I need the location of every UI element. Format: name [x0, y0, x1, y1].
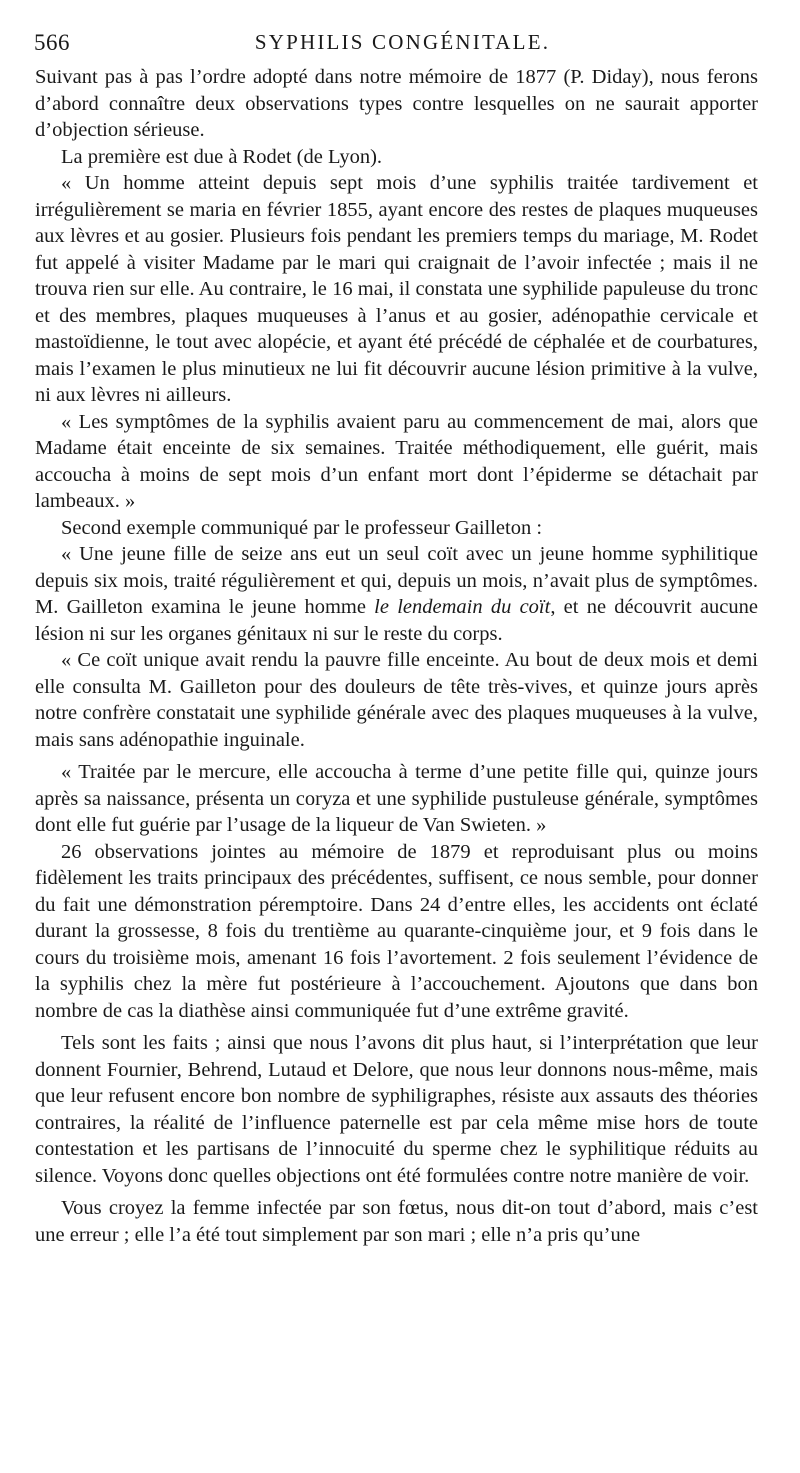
paragraph: Vous croyez la femme infectée par son fœtus, nous dit-on tout d’abord, mais c’est une erreur ; elle l’a été tout simplement par son mari ; elle n’a pris qu’une — [35, 1197, 758, 1246]
paragraph: Suivant pas à pas l’ordre adopté dans notre mémoire de 1877 (P. Diday), nous ferons d’abord connaître deux observations types contre lesquelles on ne saurait apporter d’objection sérieuse. — [35, 66, 758, 141]
paragraph: 26 observations jointes au mémoire de 1879 et reproduisant plus ou moins fidèlement les traits principaux des précédentes, suffisent, ce nous semble, pour donner du fait une démonstration péremptoire. Dans 24 d’entre elles, les accidents ont éclaté durant la grossesse, 8 fois du trentième au quarante-cinquième jour, et 9 fois dans le cours du troisième mois, amenant 16 fois l’avortement. 2 fois seulement l’évidence de la syphilis chez la mère fut postérieure à l’accouchement. Ajoutons que dans bon nombre de cas la diathèse ainsi communiquée fut d’une extrême gravité. — [35, 840, 758, 1022]
paragraph: Second exemple communiqué par le professeur Gailleton : — [61, 516, 543, 539]
quote-paragraph: « Un homme atteint depuis sept mois d’une syphilis traitée tardivement et irrégulièrement se maria en février 1855, ayant encore des restes de plaques muqueuses aux lèvres et au gosier. Plusieurs fois pendant les premiers temps du mariage, M. Rodet fut appelé à visiter Madame par le mari qui craignait de l’avoir infectée ; mais il ne trouva rien sur elle. Au contraire, le 16 mai, il constata une syphilide papuleuse du tronc et des membres, plaques muqueuses à l’anus et au gosier, adénopathie cervicale et mastoïdienne, le tout avec alopécie, et ayant été précédé de céphalée et de courbatures, mais l’examen le plus minutieux ne lui fit découvrir aucune lésion primitive à la vulve, ni aux lèvres ni ailleurs. — [35, 172, 758, 406]
page-number: 566 — [34, 30, 70, 55]
quote-paragraph: « Les symptômes de la syphilis avaient paru au commencement de mai, alors que Madame était enceinte de six semaines. Traitée méthodiquement, elle guérit, mais accoucha à moins de sept mois d’un enfant mort dont l’épiderme se détachait par lambeaux. » — [35, 410, 758, 512]
quote-text: « Une jeune fille de seize ans eut un seul coït avec un jeune homme syphilitique depuis six mois, traité régulièrement et qui, depuis un mois, n’avait plus de symptômes. M. Gailleton examina le jeune homme — [35, 543, 758, 618]
paragraph: La première est due à Rodet (de Lyon). — [61, 145, 383, 168]
quote-text: , et ne découvrit aucune lésion ni sur les organes génitaux ni sur le reste du corps. — [35, 596, 758, 645]
body-text — [35, 64, 758, 1248]
quote-paragraph: « Ce coït unique avait rendu la pauvre fille enceinte. Au bout de deux mois et demi elle consulta M. Gailleton pour des douleurs de tête très-vives, et quinze jours après notre confrère constatait une syphilide générale avec des plaques muqueuses à la vulve, mais sans adénopathie inguinale. — [35, 649, 758, 751]
paragraph: Tels sont les faits ; ainsi que nous l’avons dit plus haut, si l’interprétation que leur donnent Fournier, Behrend, Lutaud et Delore, que nous leur donnons nous-même, mais que leur refusent encore bon nombre de syphiligraphes, résiste aux assauts des théories contraires, la réalité de l’influence paternelle est par cela même mise hors de toute contestation et les partisans de l’innocuité du sperme chez le syphilitique réduits au silence. Voyons donc quelles objections ont été formulées contre notre manière de voir. — [35, 1032, 758, 1187]
italic-phrase: le lendemain du coït — [374, 596, 551, 618]
running-title: SYPHILIS CONGÉNITALE. — [254, 30, 551, 54]
quote-paragraph: « Traitée par le mercure, elle accoucha à terme d’une petite fille qui, quinze jours après sa naissance, présenta un coryza et une syphilide pustuleuse générale, symptômes dont elle fut guérie par l’usage de la liqueur de Van Swieten. » — [35, 761, 758, 836]
quote-paragraph — [35, 541, 758, 647]
page-header — [30, 30, 775, 60]
